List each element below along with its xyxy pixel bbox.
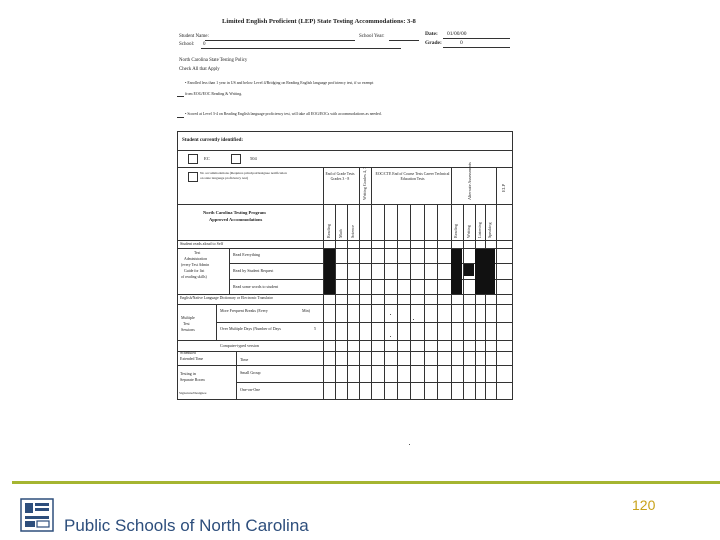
identified-heading: Student currently identified: bbox=[182, 138, 244, 143]
grade-label: Grade: bbox=[425, 40, 442, 46]
end-of-grade-header: End of Grade Tests Grades 3 - 8 bbox=[325, 172, 355, 181]
eoc-group-header: EOC/CTE End of Course Tests Career Technical Education Tests bbox=[375, 172, 450, 181]
footer-accent-line bbox=[12, 481, 720, 484]
test-admin-line-3: (every Test Admin bbox=[181, 263, 210, 267]
row-more-frequent-breaks-suffix: Min) bbox=[302, 308, 310, 313]
row-time: Time bbox=[240, 357, 249, 362]
ec-checkbox[interactable] bbox=[188, 154, 198, 164]
row-more-frequent-breaks: More Frequent Breaks (Every bbox=[220, 308, 268, 313]
bullet-2: • Scored at Level 3-4 on Reading English language proficiency test, will take all EOG/EOCs with accommodations as needed. bbox=[185, 112, 382, 116]
sub-header-speaking: Speaking bbox=[487, 222, 492, 238]
test-admin-line-4: Guide for list bbox=[184, 269, 205, 273]
sub-header-writing: Writing bbox=[466, 225, 471, 238]
row-small-group: Small Group bbox=[240, 370, 261, 375]
scheduled-line-1: Scheduled bbox=[180, 351, 196, 355]
sub-header-alt-reading: Reading bbox=[453, 224, 458, 238]
sub-header-listening: Listening bbox=[477, 222, 482, 238]
elp-header: ELP bbox=[501, 183, 506, 192]
date-value: 01/00/00 bbox=[447, 31, 467, 37]
writing-grades-header: Writing Grades 4, 7 bbox=[362, 166, 367, 200]
504-label: 504 bbox=[250, 156, 257, 161]
grade-value: 0 bbox=[460, 40, 463, 46]
date-label: Date: bbox=[425, 31, 438, 37]
row-one-on-one: One-on-One bbox=[240, 387, 260, 392]
504-checkbox[interactable] bbox=[231, 154, 241, 164]
sub-header-science: Science bbox=[350, 224, 355, 238]
student-name-label: Student Name: bbox=[179, 34, 209, 39]
sub-header-reading: Reading bbox=[326, 224, 331, 238]
policy-heading: North Carolina State Testing Policy bbox=[179, 58, 248, 63]
nc-schools-logo-icon bbox=[20, 498, 54, 532]
row-over-multiple-days: Over Multiple Days (Number of Days bbox=[220, 326, 281, 331]
multiple-line-2: Test bbox=[183, 321, 190, 326]
organization-name: Public Schools of North Carolina bbox=[64, 516, 309, 535]
school-year-label: School Year: bbox=[359, 34, 385, 39]
no-accommodations-checkbox[interactable] bbox=[188, 172, 198, 182]
bullet-1-line-1: • Enrolled less than 1 year in US and below Level 4/Bridging on Reading English language proficiency test, if so exempt bbox=[185, 81, 374, 85]
no-accommodation-line-1: No accommodations (Requires principal/designee notification bbox=[200, 171, 287, 175]
no-accommodation-line-2: on state language proficiency test) bbox=[200, 176, 249, 180]
school-value: 0 bbox=[203, 42, 206, 47]
multiple-line-3: Sessions bbox=[181, 327, 195, 332]
ec-label: EC bbox=[204, 156, 210, 161]
accommodations-table bbox=[177, 131, 513, 400]
test-admin-line-1: Test bbox=[194, 251, 201, 255]
row-read-some-words: Read some words to student bbox=[233, 284, 279, 289]
row-computer-typed: Computer-typed version bbox=[220, 343, 259, 348]
program-heading-1: North Carolina Testing Program bbox=[203, 210, 266, 215]
alternate-assessments-header: Alternate Assessments bbox=[467, 162, 472, 200]
check-heading: Check All that Apply bbox=[179, 67, 220, 72]
test-admin-line-5: of reading skills) bbox=[181, 275, 207, 279]
row-over-multiple-days-suffix: 5 bbox=[314, 326, 316, 331]
row-dictionary: English/Native Language Dictionary or Electronic Translator bbox=[180, 296, 273, 300]
signature-label: Signature/Designee bbox=[179, 391, 207, 395]
row-read-by-student: Read by Student Request bbox=[233, 268, 274, 273]
row-student-reads-aloud: Student reads aloud to Self bbox=[180, 241, 224, 246]
multiple-line-1: Multiple bbox=[181, 315, 195, 320]
school-label: School: bbox=[179, 42, 195, 47]
page-number: 120 bbox=[632, 497, 656, 513]
document-title: Limited English Proficient (LEP) State Testing Accommodations: 3-8 bbox=[222, 18, 416, 25]
sub-header-math: Math bbox=[338, 229, 343, 238]
testing-line-2: Separate Room bbox=[180, 377, 205, 382]
row-read-everything: Read Everything bbox=[233, 252, 260, 257]
test-admin-line-2: Administration bbox=[184, 257, 207, 261]
program-heading-2: Approved Accommodations bbox=[209, 217, 263, 222]
bullet-1-line-2: from EOG/EOC Reading & Writing. bbox=[185, 92, 243, 96]
scheduled-line-2: Extended Time bbox=[180, 357, 204, 361]
scanned-document bbox=[177, 14, 513, 400]
testing-line-1: Testing in bbox=[180, 371, 196, 376]
